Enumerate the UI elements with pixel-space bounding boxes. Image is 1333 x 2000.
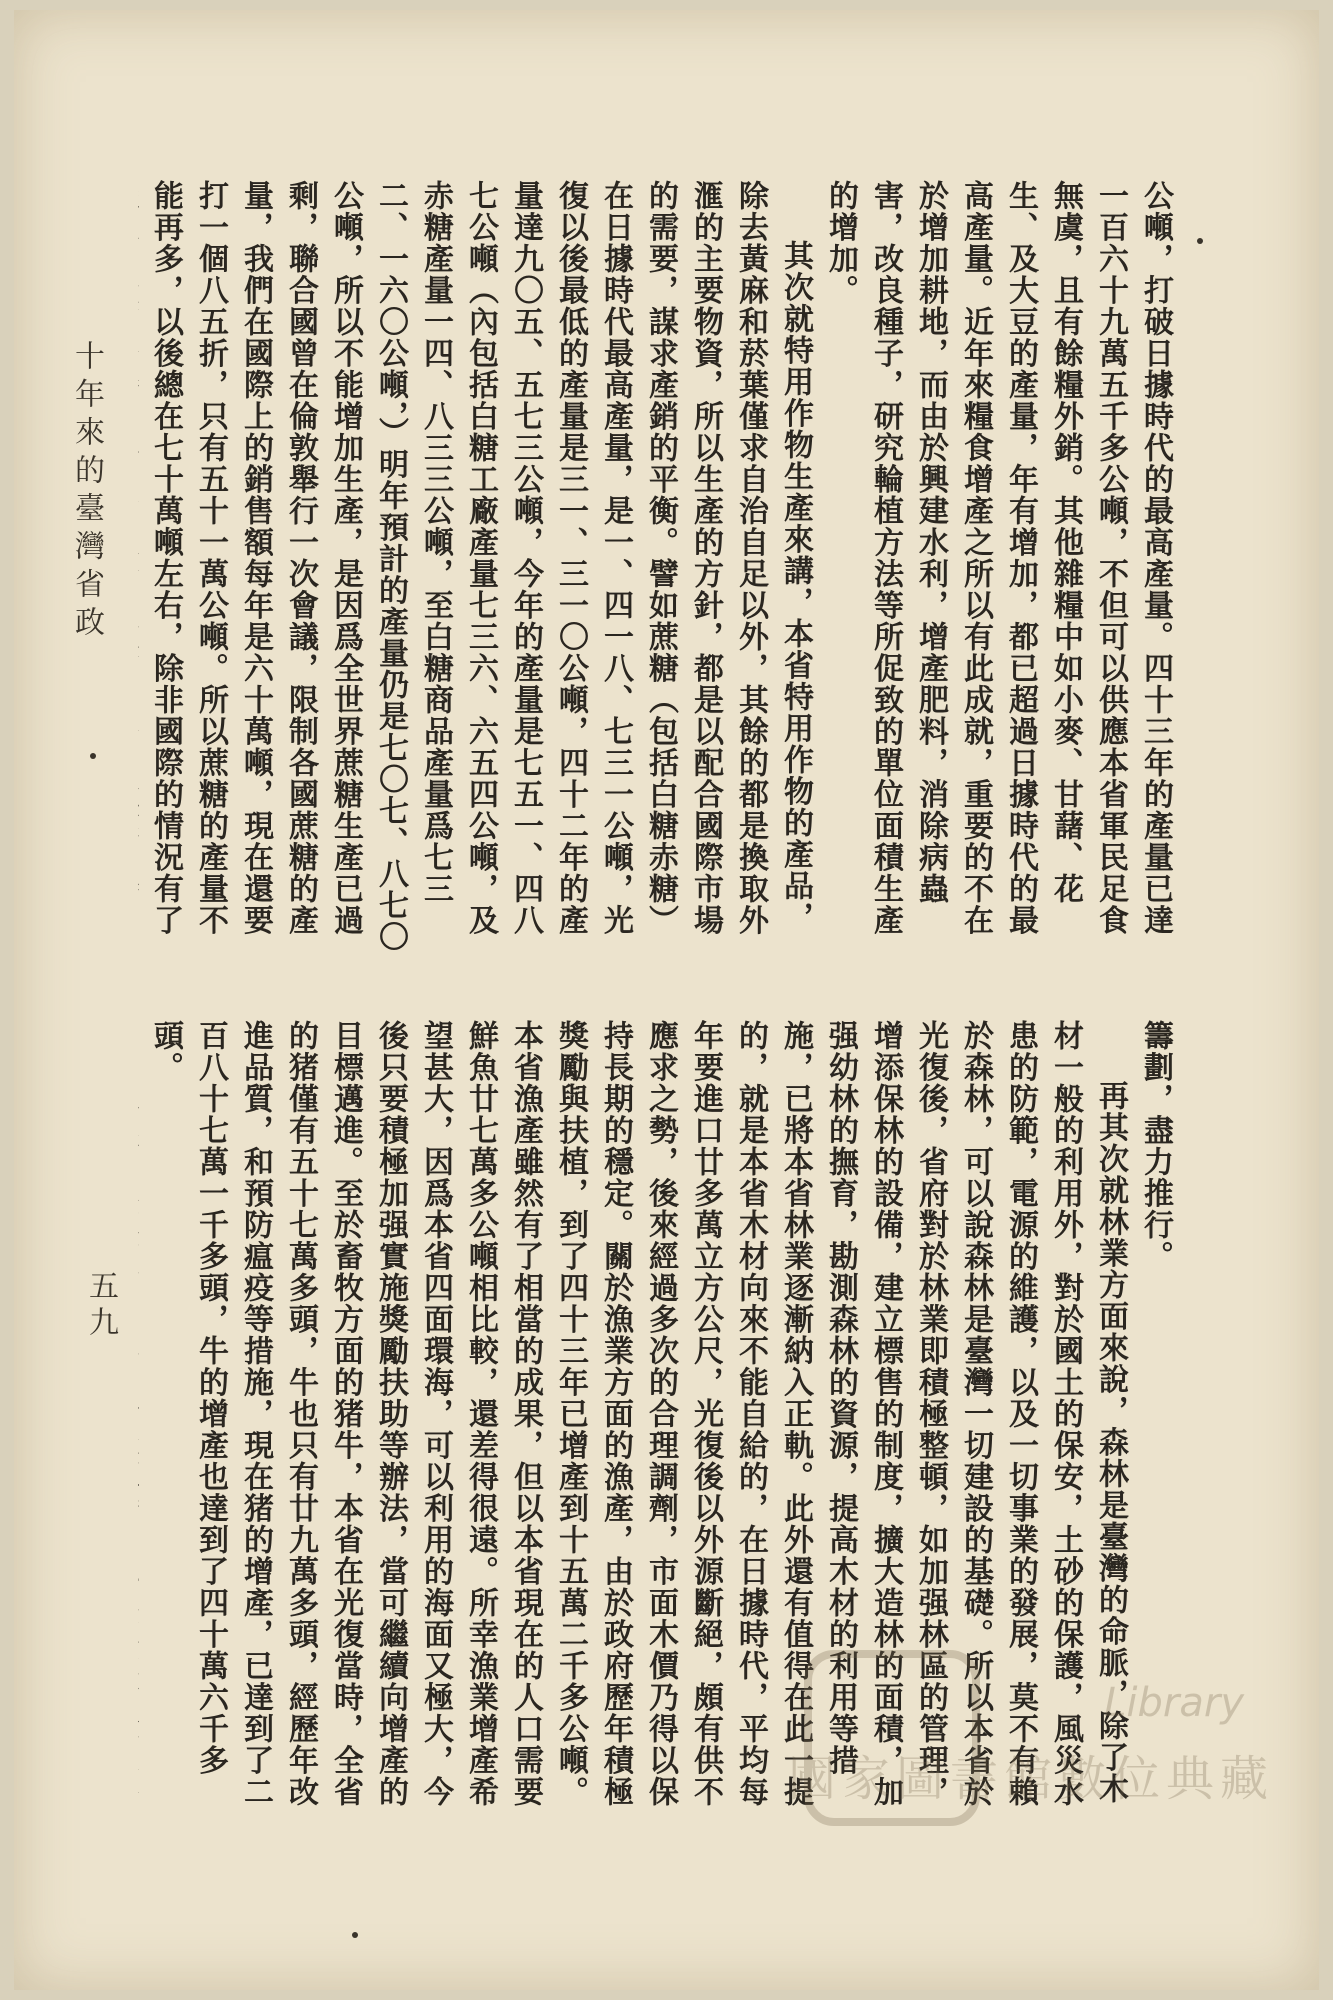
running-title: 十年來的臺灣省政 bbox=[69, 340, 104, 644]
document-page bbox=[14, 10, 1319, 1990]
watermark-english: Library bbox=[1104, 1680, 1244, 1726]
upper-text-block bbox=[138, 180, 1178, 960]
paragraph: 籌劃，盡力推行。 bbox=[1138, 1020, 1173, 1272]
page-number: 五九 bbox=[83, 1270, 118, 1342]
paragraph bbox=[138, 1020, 143, 1830]
watermark-chinese: 國家圖書館數位典藏 bbox=[787, 1751, 1274, 1807]
margin-dot bbox=[90, 753, 96, 759]
lower-text-block bbox=[138, 1020, 1178, 1830]
margin-dot bbox=[1197, 238, 1203, 244]
paragraph: 再其次就林業方面來說，森林是臺灣的命脈，除了木材一般的利用外，對於國土的保安，土砂的保護，風災水患的防範，電源的維護，以及一切事業的發展，莫不有賴於森林，可以說森林是臺灣一切建設的基礎。所以本省於光復後，省府對於林業即積極整頓，如加强林區的管理，增添保林的設備，建立標售的制度，擴大造林的面積，加强幼林的撫育，勘測森林的資源，提高木材的利用等措施，已將本省林業逐漸納入正軌。此外還有值得在此一提的，就是本省木材向來不能自給的，在日據時代，平均每年要進口廿多萬立方公尺，光復後以外源斷絕，頗有供不應求之勢，後來經過多次的合理調劑，市面木價乃得以保持長期的穩定。關於漁業方面的漁產，由於政府歷年積極獎勵與扶植，到了四十三年已增產到十五萬二千多公噸。本省漁產雖然有了相當的成果，但以本省現在的人口需要鮮魚廿七萬多公噸相比較，還差得很遠。所幸漁業增產希望甚大，因爲本省四面環海，可以利用的海面又極大，今後只要積極加强實施獎勵扶助等辦法，當可繼續向增產的目標邁進。至於畜牧方面的猪牛，本省在光復當時，全省的猪僅有五十七萬多頭，牛也只有廿九萬多頭，經歷年改進品質，和預防瘟疫等措施，現在猪的增產，已達到了二百八十七萬一千多頭，牛的增產也達到了四十萬六千多頭。 bbox=[148, 1020, 1128, 1808]
paragraph: 其次就特用作物生產來講，本省特用作物的產品，除去黃麻和菸葉僅求自治自足以外，其餘的都是換取外滙的主要物資，所以生產的方針，都是以配合國際市場的需要，謀求產銷的平衡。譬如蔗糖（包括白糖赤糖）在日據時代最高產量，是一、四一八、七三一公噸，光復以後最低的產量是三一、三一〇公噸，四十二年的產量達九〇五、五七三公噸，今年的產量是七五一、四八七公噸（內包括白糖工廠產量七三六、六五四公噸，及赤糖產量一四、八三三公噸，至白糖商品產量爲七三二、一六〇公噸，）明年預計的產量仍是七〇七、八七〇公噸，所以不能增加生產，是因爲全世界蔗糖生產已過剩，聯合國曾在倫敦舉行一次會議，限制各國蔗糖的產量，我們在國際上的銷售額每年是六十萬噸，現在還要打一個八五折，只有五十一萬公噸。所以蔗糖的產量不能再多，以後總在七十萬噸左右，除非國際的情況有了 bbox=[148, 180, 813, 953]
margin-dot bbox=[352, 1932, 358, 1938]
paragraph: 公噸，打破日據時代的最高產量。四十三年的產量已達一百六十九萬五千多公噸，不但可以供應本省軍民足食無虞，且有餘糧外銷。其他雜糧中如小麥、甘藷、花生、及大豆的產量，年有增加，都已超過日據時代的最高產量。近年來糧食增產之所以有此成就，重要的不在於增加耕地，而由於興建水利，增產肥料，消除病蟲害，改良種子，研究輪植方法等所促致的單位面積生產的增加。 bbox=[823, 180, 1173, 936]
